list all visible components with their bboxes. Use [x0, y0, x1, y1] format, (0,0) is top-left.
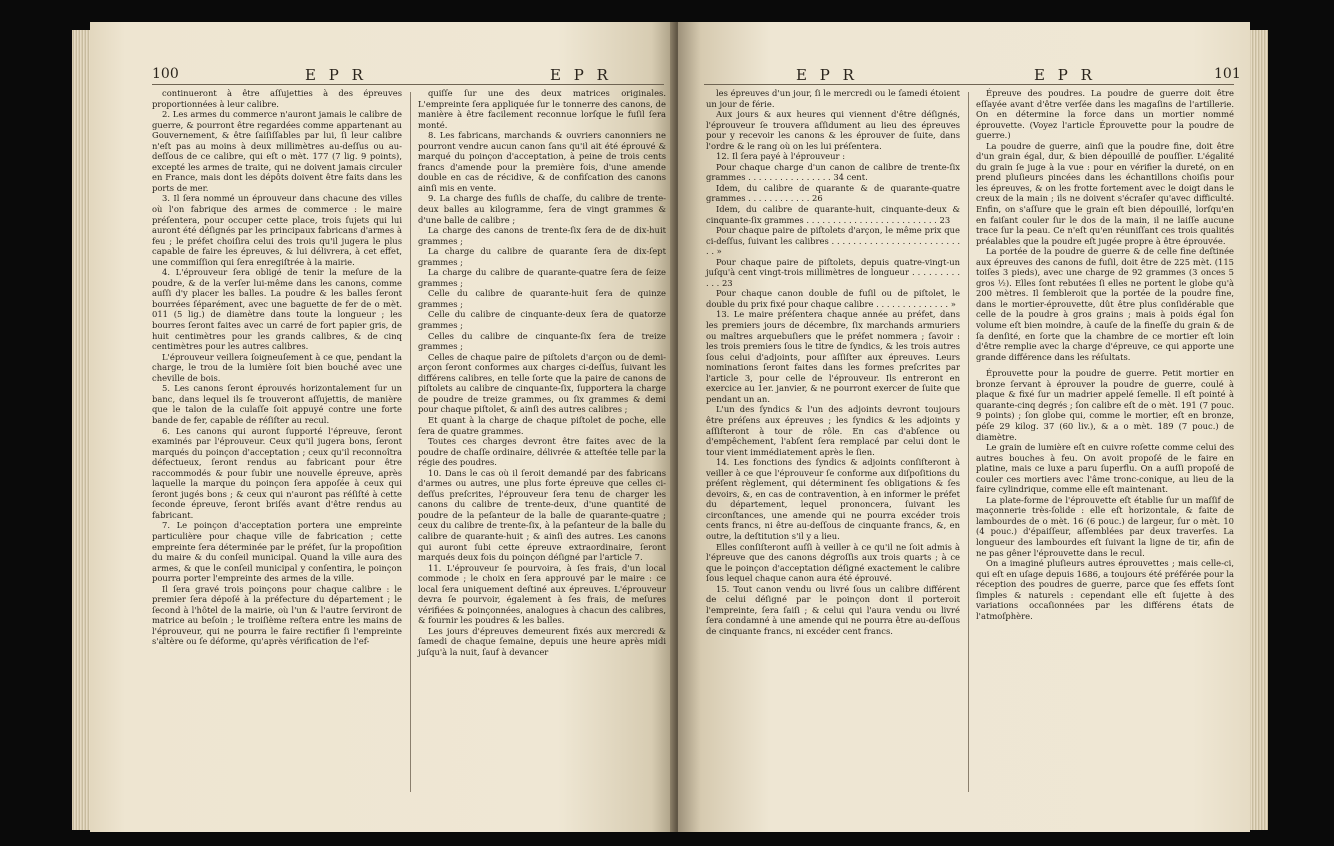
page-edges-right: [1248, 30, 1268, 830]
page-number: 101: [1214, 66, 1241, 82]
paragraph: 5. Les canons ſeront éprouvés horizontalement ſur un banc, dans lequel ils ſe trouveront aſſujettis, de manière que le talon de la culaſſe ſoit appuyé contre une forte bande de fer, capable de réſiſter au recul.: [152, 383, 402, 425]
left-page-column-2: [418, 88, 666, 658]
right-page-column-1: [706, 88, 960, 636]
paragraph: Le grain de lumière eſt en cuivre roſette comme celui des autres bouches à feu. On avoit propoſé de le faire en platine, mais ce luxe a paru ſuperflu. On a auſſi propoſé de couler ces mortiers avec l'âme tronc-conique, au lieu de la faire cylindrique, comme elle eſt maintenant.: [976, 442, 1234, 495]
running-header-right: E P R: [550, 66, 612, 84]
paragraph: Pour chaque paire de piſtolets, depuis quatre-vingt-un juſqu'à cent vingt-trois millimètres de longueur . . . . . . . . . . . . 23: [706, 256, 960, 288]
paragraph: La charge des canons de trente-ſix ſera de de dix-huit grammes ;: [418, 225, 666, 246]
paragraph: 10. Dans le cas où il ſeroit demandé par des fabricans d'armes ou autres, une plus forte épreuve que celles ci-deſſus preſcrites, l'éprouveur ſera tenu de charger les canons du calibre de trente-deux, d'une quantité de poudre de la peſanteur de la balle de quarante-quatre ; ceux du calibre de trente-ſix, à la peſanteur de la balle du calibre de quarante-huit ; & ainſi des autres. Les canons qui auront ſubi cette épreuve extraordinaire, ſeront marqués deux fois du poinçon déſigné par l'article 7.: [418, 467, 666, 563]
paragraph: L'éprouveur veillera ſoigneuſement à ce que, pendant la charge, le trou de la lumière ſoit bien bouché avec une cheville de bois.: [152, 351, 402, 383]
paragraph: Toutes ces charges devront être faites avec de la poudre de chaſſe ordinaire, délivrée & atteſtée telle par la régie des poudres.: [418, 436, 666, 468]
paragraph: Celle du calibre de cinquante-deux ſera de quatorze grammes ;: [418, 309, 666, 331]
paragraph: Il ſera gravé trois poinçons pour chaque calibre : le premier ſera dépoſé à la préfecture du département ; le ſecond à l'hôtel de la mairie, où l'un & l'autre ſerviront de matrice au beſoin ; le troiſième reſtera entre les mains de l'éprouveur, qui ne pourra le faire rectifier ſi l'empreinte s'altère ou ſe déforme, qu'après vérification de l'ef-: [152, 583, 402, 647]
right-page-column-2: [976, 88, 1234, 621]
paragraph: La portée de la poudre de guerre & de celle fine deſtinée aux épreuves des canons de fuſil, doit être de 225 mèt. (115 toiſes 3 pieds), avec une charge de 92 grammes (3 onces 5 gros ½). Elles ſont rebutées ſi elles ne portent le globe qu'à 200 mètres. Il ſembleroit que la portée de la poudre fine, dans le mortier-éprouvette, dût être plus conſidérable que celle de la poudre à gros grains ; mais à poids égal ſon volume eſt bien moindre, à cauſe de la fineſſe du grain & de ſa denſité, en ſorte que la chambre de ce mortier eſt loin d'être remplie avec la charge d'épreuve, ce qui apporte une grande différence dans les réſultats.: [976, 246, 1234, 362]
column-rule: [968, 92, 969, 792]
paragraph: Aux jours & aux heures qui viennent d'être déſignés, l'éprouveur ſe trouvera aſſidument au lieu des épreuves pour y recevoir les canons & les éprouver de ſuite, dans l'ordre & le rang où on les lui préſentera.: [706, 109, 960, 151]
paragraph: Et quant à la charge de chaque piſtolet de poche, elle ſera de quatre grammes.: [418, 414, 666, 436]
running-header-left: E P R: [796, 66, 858, 84]
paragraph: les épreuves d'un jour, ſi le mercredi ou le ſamedi étoient un jour de férie.: [706, 88, 960, 109]
column-rule: [410, 92, 411, 792]
paragraph: quiſſe ſur une des deux matrices originales. L'empreinte ſera appliquée ſur le tonnerre des canons, de manière à être facilement reconnue lorſque le fuſil ſera monté.: [418, 88, 666, 130]
paragraph: Épreuve des poudres. La poudre de guerre doit être eſſayée avant d'être verſée dans les magaſins de l'artillerie. On en détermine la force dans un mortier nommé éprouvette. (Voyez l'article Éprouvette pour la poudre de guerre.): [976, 88, 1234, 141]
paragraph: 6. Les canons qui auront ſupporté l'épreuve, ſeront examinés par l'éprouveur. Ceux qu'il jugera bons, ſeront marqués du poinçon d'acceptation ; ceux qu'il reconnoîtra défectueux, ſeront rendus au fabricant pour être raccommodés & pour ſubir une nouvelle épreuve, après laquelle la marque du poinçon ſera appoſée à ceux qui ſeront jugés bons ; & ceux qui n'auront pas réſiſté à cette ſeconde épreuve, ſeront briſés avant d'être rendus au fabricant.: [152, 425, 402, 520]
paragraph: L'un des ſyndics & l'un des adjoints devront toujours être préſens aux épreuves ; les ſyndics & les adjoints y aſſiſteront à tour de rôle. En cas d'abſence ou d'empêchement, l'abſent ſera remplacé par celui dont le tour vient immédiatement après le ſien.: [706, 404, 960, 457]
paragraph: Celle du calibre de quarante-huit ſera de quinze grammes ;: [418, 288, 666, 309]
paragraph: Celles de chaque paire de piſtolets d'arçon ou de demi-arçon ſeront conformes aux charges ci-deſſus, ſuivant les différens calibres, en telle ſorte que la paire de canons de piſtolets au calibre de cinquante-ſix, ſupportera la charge de poudre de treize grammes, ou ſix grammes & demi pour chaque piſtolet, & ainſi des autres calibres ;: [418, 351, 666, 415]
paragraph: 9. La charge des fuſils de chaſſe, du calibre de trente-deux balles au kilogramme, ſera de vingt grammes & d'une balle de calibre ;: [418, 193, 666, 225]
running-header-left: E P R: [305, 66, 367, 84]
paragraph: 2. Les armes du commerce n'auront jamais le calibre de guerre, & pourront être regardées comme appartenant au Gouvernement, & être ſaiſiſſables par lui, ſi leur calibre n'eſt pas au moins à deux millimètres au-deſſus ou au-deſſous de ce calibre, qui eſt o mèt. 177 (7 lig. 9 points), excepté les armes de traite, qui ne doivent jamais circuler en France, mais dont les dépôts doivent être faits dans les ports de mer.: [152, 109, 402, 193]
left-page-column-1: [152, 88, 402, 647]
paragraph: 4. L'éprouveur ſera obligé de tenir la meſure de la poudre, & de la verſer lui-même dans les canons, comme auſſi d'y placer les balles. La poudre & les balles ſeront bourrées ſéparément, avec une baguette de fer de o mèt. 011 (5 lig.) de diamètre dans toute la longueur ; les bourres ſeront faites avec un carré de fort papier gris, de huit centimètres pour les grands calibres, & de cinq centimètres pour les autres calibres.: [152, 267, 402, 352]
header-rule: [152, 84, 664, 85]
paragraph: Pour chaque paire de piſtolets d'arçon, le même prix que ci-deſſus, ſuivant les calibres . . . . . . . . . . . . . . . . . . . . . . . . . . »: [706, 225, 960, 257]
paragraph: Celles du calibre de cinquante-ſix ſera de treize grammes ;: [418, 330, 666, 352]
paragraph: La charge du calibre de quarante-quatre ſera de ſeize grammes ;: [418, 267, 666, 288]
paragraph: continueront à être aſſujetties à des épreuves proportionnées à leur calibre.: [152, 88, 402, 109]
paragraph: 15. Tout canon vendu ou livré ſous un calibre différent de celui déſigné par le poinçon dont il porteroit l'empreinte, ſera ſaiſi ; & celui qui l'aura vendu ou livré ſera condamné à une amende qui ne pourra être au-deſſous de cinquante francs, ni excéder cent francs.: [706, 583, 960, 636]
paragraph: La plate-forme de l'éprouvette eſt établie ſur un maſſif de maçonnerie très-ſolide : elle eſt horizontale, & faite de lambourdes de o mèt. 16 (6 pouc.) de largeur, ſur o mèt. 10 (4 pouc.) d'épaiſſeur, aſſemblées par deux traverſes. La longueur des lambourdes eſt ſuivant la ligne de tir, afin de ne pas gêner l'éprouvette dans le recul.: [976, 494, 1234, 558]
running-header-right: E P R: [1034, 66, 1096, 84]
paragraph: 14. Les fonctions des ſyndics & adjoints conſiſteront à veiller à ce que l'éprouveur ſe conforme aux diſpoſitions du préſent règlement, qui déterminent ſes obligations & ſes devoirs, &, en cas de contravention, à en informer le préfet du département, lequel prononcera, ſuivant les circonſtances, une amende qui ne pourra excéder trois cents francs, ni être au-deſſous de cinquante francs, &, en outre, la deſtitution s'il y a lieu.: [706, 457, 960, 541]
page-number: 100: [152, 66, 179, 82]
paragraph: On a imaginé pluſieurs autres éprouvettes ; mais celle-ci, qui eſt en uſage depuis 1686, a toujours été préférée pour la réception des poudres de guerre, parce que ſes effets ſont ſimples & naturels : cependant elle eſt ſujette à des variations occaſionnées par les différens états de l'atmoſphère.: [976, 558, 1234, 621]
paragraph: Les jours d'épreuves demeurent fixés aux mercredi & ſamedi de chaque ſemaine, depuis une heure après midi juſqu'à la nuit, ſauf à devancer: [418, 625, 666, 657]
paragraph: Idem, du calibre de quarante-huit, cinquante-deux & cinquante-ſix grammes . . . . . . . . . . . . . . . . . . . . . . . . . 23: [706, 204, 960, 225]
paragraph: 12. Il ſera payé à l'éprouveur :: [716, 151, 846, 162]
paragraph: Idem, du calibre de quarante & de quarante-quatre grammes . . . . . . . . . . . . 26: [706, 182, 960, 204]
right-page: [678, 22, 1250, 832]
paragraph: 7. Le poinçon d'acceptation portera une empreinte particulière pour chaque ville de fabrication ; cette empreinte ſera déterminée par le préfet, ſur la propoſition du maire & du conſeil municipal. Quand la ville aura des armes, & que le conſeil municipal y conſentira, le poinçon pourra porter l'empreinte des armes de la ville.: [152, 520, 402, 584]
header-rule: [704, 84, 1234, 85]
paragraph: 8. Les fabricans, marchands & ouvriers canonniers ne pourront vendre aucun canon ſans qu'il ait été éprouvé & marqué du poinçon d'acceptation, à peine de trois cents francs d'amende pour la première fois, d'une amende double en cas de récidive, & de confiſcation des canons ainſi mis en vente.: [418, 130, 666, 193]
paragraph: 13. Le maire préſentera chaque année au préfet, dans les premiers jours de décembre, ſix marchands armuriers ou maîtres arquebuſiers que le préfet nommera ; ſavoir : les trois premiers ſous le titre de ſyndics, & les trois autres ſous celui d'adjoints, pour aſſiſter aux épreuves. Leurs nominations ſeront faites dans les formes preſcrites par l'article 3, pour celle de l'éprouveur. Ils entreront en exercice au 1er. janvier, & ne pourront exercer de ſuite que pendant un an.: [706, 309, 960, 404]
left-page: [90, 22, 675, 832]
paragraph: Pour chaque charge d'un canon de calibre de trente-ſix grammes . . . . . . . . . . . . . . . . 34 cent.: [706, 161, 960, 183]
paragraph: Elles conſiſteront auſſi à veiller à ce qu'il ne ſoit admis à l'épreuve que des canons dégroſſis aux trois quarts ; à ce que le poinçon d'acceptation déſigné exactement le calibre ſous lequel chaque canon aura été éprouvé.: [706, 541, 960, 584]
paragraph: Éprouvette pour la poudre de guerre. Petit mortier en bronze ſervant à éprouver la poudre de guerre, coulé à plaque & fixé ſur un madrier appelé ſemelle. Il eſt pointé à quarante-cinq degrés ; ſon calibre eſt de o mèt. 191 (7 pouc. 9 points) ; ſon globe qui, comme le mortier, eſt en bronze, péſe 29 kilog. 37 (60 liv.), & a o mèt. 189 (7 pouc.) de diamètre.: [976, 368, 1234, 442]
paragraph: 11. L'éprouveur ſe pourvoira, à ſes frais, d'un local commode ; le choix en ſera approuvé par le maire : ce local ſera uniquement deſtiné aux épreuves. L'éprouveur devra ſe pourvoir, également à ſes frais, de meſures vérifiées & poinçonnées, analogues à chacun des calibres, & fournir les poudres & les balles.: [418, 562, 666, 626]
paragraph: La poudre de guerre, ainſi que la poudre fine, doit être d'un grain égal, dur, & bien dépouillé de pouſſier. L'égalité du grain ſe juge à la vue : pour en vérifier la dureté, on en prend pluſieurs pincées dans les échantillons choiſis pour les épreuves, & on les frotte fortement avec le doigt dans le creux de la main ; ils ne doivent s'écraſer qu'avec difficulté. Enfin, on s'aſſure que le grain eſt bien dépouillé, lorſqu'en en faiſant couler ſur le dos de la main, il ne laiſſe aucune trace ſur la peau. Ce n'eſt qu'en réuniſſant ces trois qualités préalables que la poudre eſt jugée propre à être éprouvée.: [976, 140, 1234, 246]
open-book: [72, 22, 1334, 832]
paragraph: Pour chaque canon double de fuſil ou de piſtolet, le double du prix fixé pour chaque calibre . . . . . . . . . . . . . . »: [706, 288, 960, 309]
paragraph: La charge du calibre de quarante ſera de dix-ſept grammes ;: [418, 246, 666, 267]
paragraph: 3. Il ſera nommé un éprouveur dans chacune des villes où l'on fabrique des armes de commerce : le maire préſentera, pour occuper cette place, trois ſujets qui lui auront été déſignés par les principaux fabricans d'armes à feu ; le préfet choiſira celui des trois qu'il jugera le plus capable de faire les épreuves, & lui délivrera, à cet effet, une commiſſion qui ſera enregiſtrée à la mairie.: [152, 193, 402, 267]
